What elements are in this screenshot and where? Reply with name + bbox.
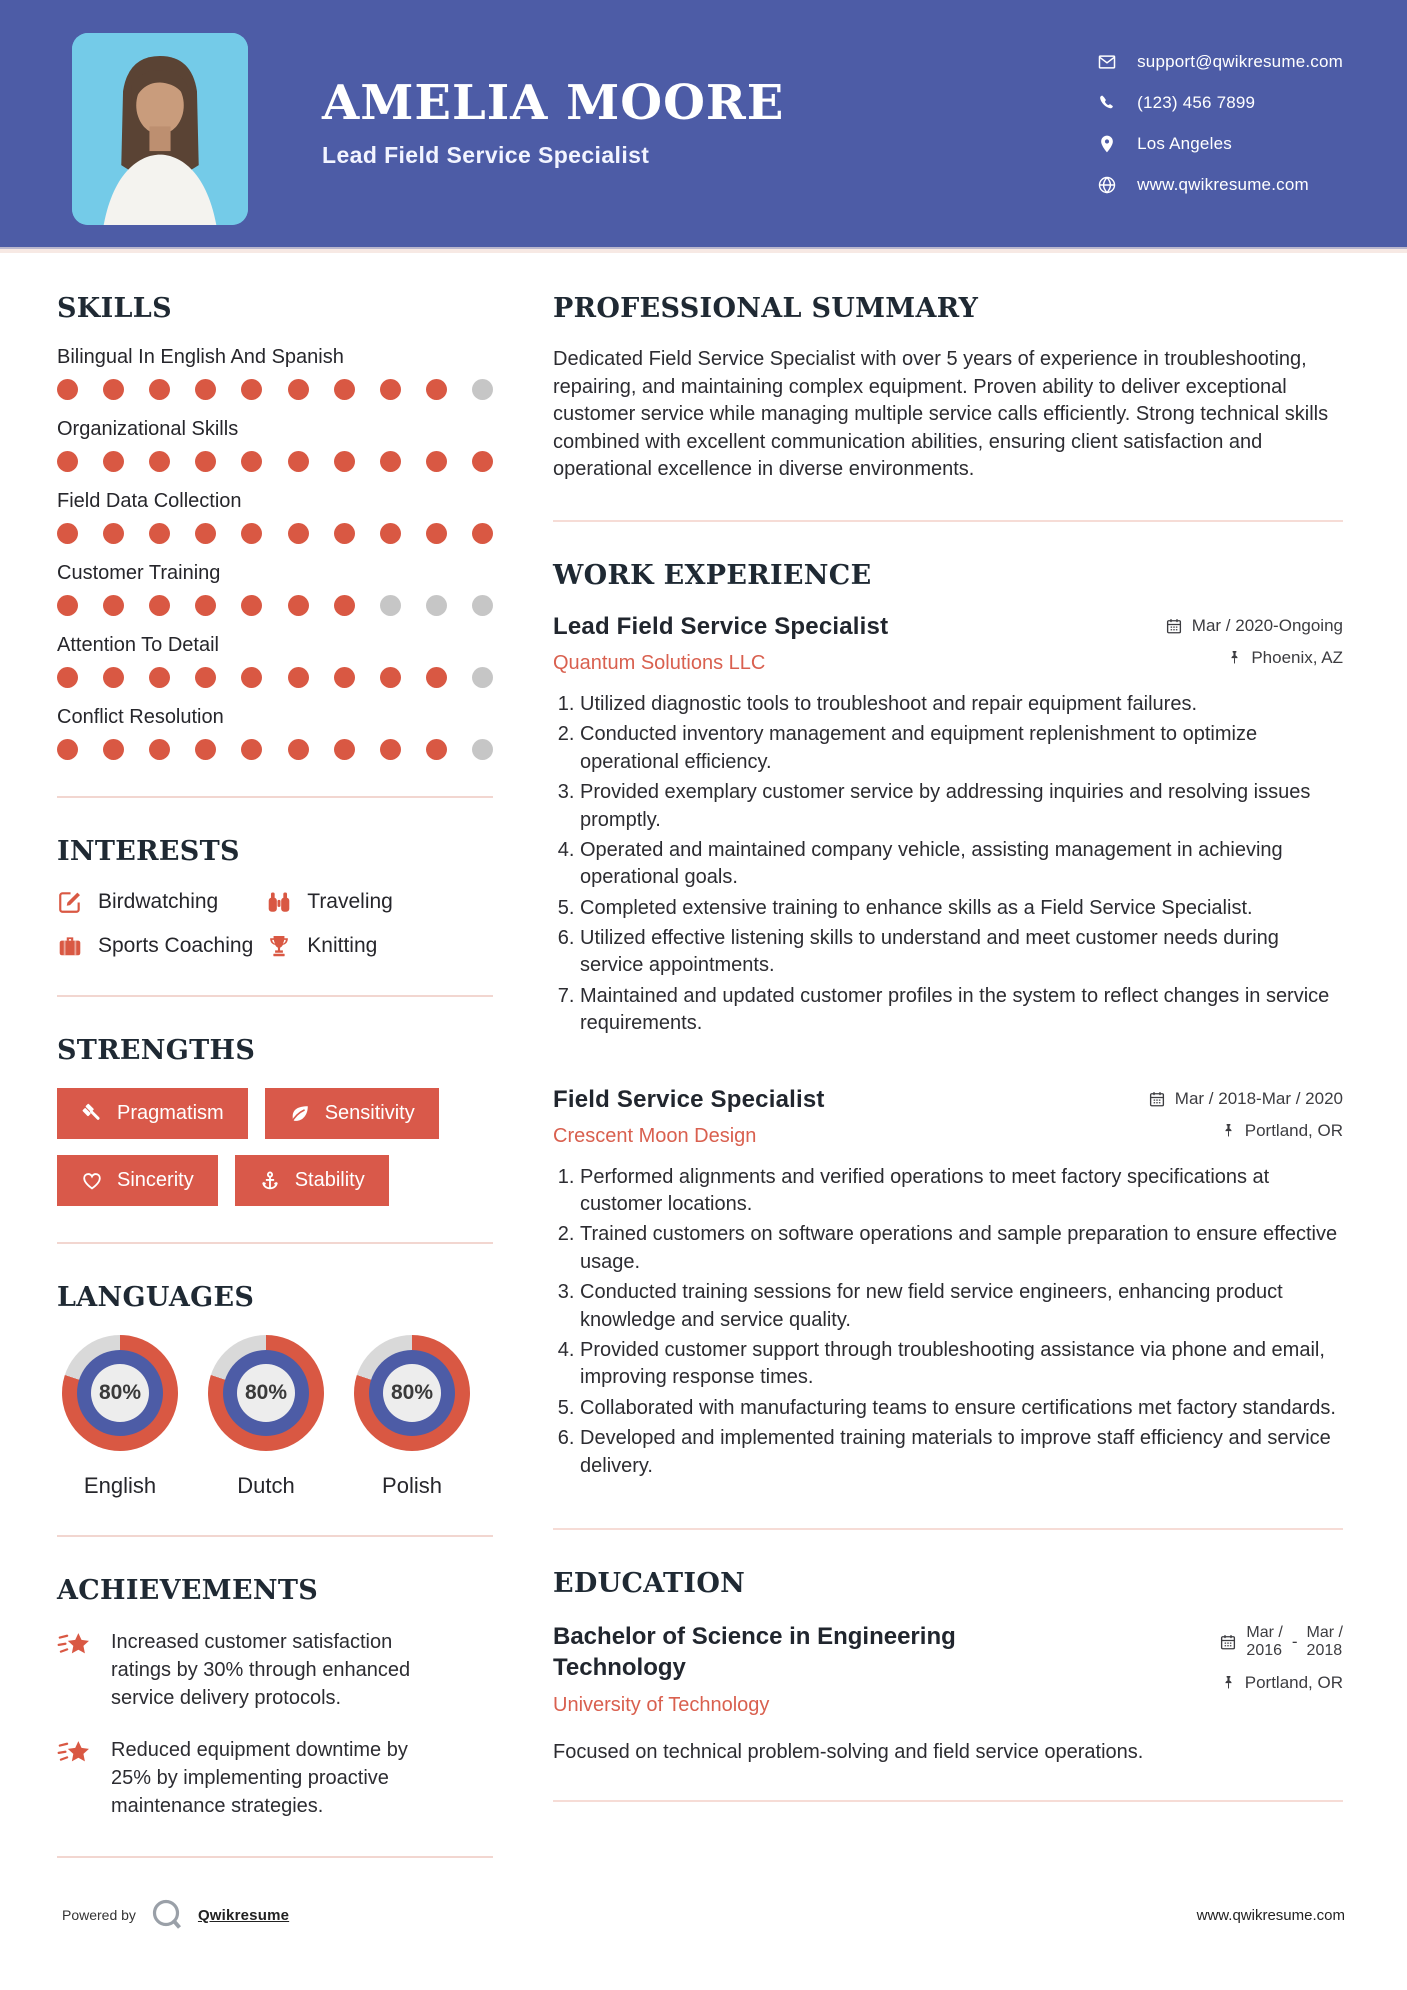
skills-list: [57, 346, 493, 760]
rating-dot-empty: [472, 739, 493, 760]
pushpin-icon: [1227, 650, 1242, 665]
footer: [0, 1896, 1407, 1990]
rating-dot-filled: [380, 739, 401, 760]
rating-dot-filled: [288, 739, 309, 760]
skill-label: Customer Training: [57, 562, 221, 584]
right-column: [553, 293, 1343, 1896]
strength-chip: [57, 1155, 218, 1206]
job-company: Quantum Solutions LLC: [553, 651, 766, 674]
rating-dot-filled: [288, 523, 309, 544]
skill-rating-dots: [57, 379, 493, 400]
job-title: Field Service Specialist: [553, 1085, 825, 1113]
language-percent: 80%: [390, 1381, 434, 1404]
date-separator: -: [1291, 1632, 1298, 1652]
skill-label: Conflict Resolution: [57, 706, 224, 728]
skill-item: [57, 706, 493, 760]
rating-dot-filled: [57, 451, 78, 472]
language-donut-chart: [354, 1335, 470, 1451]
skill-rating-dots: [57, 739, 493, 760]
rating-dot-filled: [426, 379, 447, 400]
profile-photo-illustration: [72, 33, 248, 225]
skill-rating-dots: [57, 595, 493, 616]
languages-list: [57, 1335, 493, 1499]
rating-dot-filled: [103, 595, 124, 616]
language-label: Dutch: [237, 1473, 295, 1498]
job-location: [1227, 648, 1343, 668]
pushpin-icon: [1221, 1123, 1236, 1138]
languages-section: [57, 1282, 493, 1499]
rating-dot-filled: [472, 451, 493, 472]
rating-dot-filled: [195, 595, 216, 616]
rating-dot-filled: [241, 739, 262, 760]
contact-item[interactable]: [1097, 52, 1343, 72]
language-item: [354, 1335, 470, 1499]
rating-dot-filled: [149, 595, 170, 616]
skills-section: [57, 293, 493, 760]
language-percent: 80%: [98, 1381, 142, 1404]
donut-center: [383, 1364, 441, 1422]
anchor-icon: [259, 1170, 281, 1192]
rating-dot-filled: [334, 523, 355, 544]
languages-heading: LANGUAGES: [57, 1282, 255, 1313]
strength-label: Sincerity: [117, 1169, 194, 1191]
left-column: [57, 293, 493, 1896]
language-item: [62, 1335, 178, 1499]
shooting-star-icon: [57, 1738, 93, 1770]
edit-note-icon: [57, 889, 83, 915]
job-bullet: 1. Utilized diagnostic tools to troubleshoot and repair equipment failures.: [580, 691, 1343, 718]
skill-item: [57, 562, 493, 616]
skill-item: [57, 346, 493, 400]
education-end-date: Mar / 2018: [1306, 1623, 1343, 1660]
rating-dot-filled: [57, 379, 78, 400]
rating-dot-filled: [57, 739, 78, 760]
shooting-star-icon: [57, 1630, 93, 1662]
rating-dot-filled: [57, 523, 78, 544]
skill-item: [57, 634, 493, 688]
contact-text: Los Angeles: [1137, 133, 1232, 153]
rating-dot-empty: [472, 595, 493, 616]
interest-item: [57, 889, 266, 915]
rating-dot-filled: [288, 451, 309, 472]
job-bullet: 5. Completed extensive training to enhance skills as a Field Service Specialist.: [580, 895, 1343, 922]
education-degree: Bachelor of Science in Engineering Technology: [553, 1622, 956, 1682]
summary-heading: PROFESSIONAL SUMMARY: [553, 293, 979, 324]
interest-label: Birdwatching: [98, 890, 219, 913]
rating-dot-empty: [472, 667, 493, 688]
rating-dot-filled: [57, 667, 78, 688]
interest-label: Sports Coaching: [98, 934, 254, 957]
section-divider: [57, 1856, 493, 1858]
header-divider-shadow: [0, 247, 1407, 250]
skill-rating-dots: [57, 451, 493, 472]
contact-text: (123) 456 7899: [1137, 92, 1256, 112]
rating-dot-filled: [334, 595, 355, 616]
candidate-name: AMELIA MOORE: [322, 75, 785, 132]
strength-chip: [57, 1088, 248, 1139]
rating-dot-empty: [380, 595, 401, 616]
job-bullet: 1. Performed alignments and verified operations to meet factory specifications at customer locations.: [580, 1164, 1343, 1219]
rating-dot-filled: [426, 739, 447, 760]
summary-text: Dedicated Field Service Specialist with over 5 years of experience in troubleshooting, repairing, and maintaining complex equipment. Proven ability to deliver exceptional customer service while managing multiple service calls efficiently. Strong technical skills combined with excellent communication abilities, ensuring client satisfaction and operational excellence in diverse environments.: [553, 348, 1329, 481]
rating-dot-filled: [195, 379, 216, 400]
experience-section: [553, 560, 1343, 1480]
education-meta: [1219, 1621, 1343, 1693]
job-bullet: 4. Provided customer support through troubleshooting assistance via phone and email, improving response times.: [580, 1337, 1343, 1392]
job-dates: [1148, 1089, 1343, 1109]
interests-heading: INTERESTS: [57, 836, 240, 867]
powered-by-label: Powered by: [62, 1907, 136, 1923]
rating-dot-filled: [380, 451, 401, 472]
rating-dot-filled: [195, 739, 216, 760]
section-divider: [553, 1800, 1343, 1802]
rating-dot-filled: [380, 379, 401, 400]
calendar-icon: [1165, 617, 1183, 635]
rating-dot-filled: [149, 667, 170, 688]
rating-dot-filled: [288, 595, 309, 616]
language-percent: 80%: [244, 1381, 288, 1404]
job-bullet: 3. Provided exemplary customer service by addressing inquiries and resolving issues promptly.: [580, 779, 1343, 834]
job-header: [553, 613, 1343, 675]
interests-list: [57, 889, 493, 959]
rating-dot-filled: [426, 667, 447, 688]
candidate-job-title: Lead Field Service Specialist: [322, 142, 650, 169]
strength-label: Pragmatism: [117, 1102, 224, 1124]
language-donut-chart: [208, 1335, 324, 1451]
pushpin-icon: [1221, 1675, 1236, 1690]
profile-photo: [72, 33, 248, 225]
job-company: Crescent Moon Design: [553, 1124, 757, 1147]
skill-rating-dots: [57, 523, 493, 544]
contact-item: [1097, 93, 1343, 113]
section-divider: [57, 1242, 493, 1244]
job-entry: [553, 613, 1343, 1038]
job-bullet: 3. Conducted training sessions for new field service engineers, enhancing product knowledge and service quality.: [580, 1279, 1343, 1334]
rating-dot-filled: [241, 451, 262, 472]
rating-dot-filled: [334, 451, 355, 472]
strength-chip: [265, 1088, 439, 1139]
job-meta: [1148, 1086, 1343, 1141]
rating-dot-filled: [195, 667, 216, 688]
calendar-icon: [1219, 1633, 1237, 1651]
rating-dot-filled: [103, 667, 124, 688]
achievement-text: Increased customer satisfaction ratings by 30% through enhanced service delivery protocols.: [111, 1631, 411, 1709]
rating-dot-filled: [380, 667, 401, 688]
donut-center: [91, 1364, 149, 1422]
education-section: [553, 1568, 1343, 1764]
interest-label: Traveling: [307, 890, 393, 913]
job-meta: [1165, 613, 1343, 668]
briefcase-icon: [57, 933, 83, 959]
achievement-text: Reduced equipment downtime by 25% by implementing proactive maintenance strategies.: [111, 1739, 408, 1817]
rating-dot-filled: [241, 523, 262, 544]
section-divider: [553, 1528, 1343, 1530]
achievement-item: [57, 1628, 493, 1712]
interests-section: [57, 836, 493, 959]
header: [0, 0, 1407, 247]
skill-label: Field Data Collection: [57, 490, 242, 512]
jobs-list: [553, 613, 1343, 1480]
envelope-icon: [1097, 52, 1117, 72]
job-bullet: 6. Utilized effective listening skills to understand and meet customer needs during service appointments.: [580, 925, 1343, 980]
rating-dot-filled: [103, 451, 124, 472]
calendar-icon: [1148, 1090, 1166, 1108]
job-bullet: 4. Operated and maintained company vehicle, assisting management in achieving operational goals.: [580, 837, 1343, 892]
strength-label: Sensitivity: [324, 1102, 415, 1124]
achievements-heading: ACHIEVEMENTS: [57, 1575, 319, 1606]
section-divider: [553, 520, 1343, 522]
skill-label: Organizational Skills: [57, 418, 239, 440]
section-divider: [57, 796, 493, 798]
job-bullet-list: [553, 691, 1343, 1038]
gavel-icon: [81, 1103, 103, 1125]
language-label: Polish: [382, 1473, 442, 1498]
powered-by: [62, 1896, 289, 1934]
rating-dot-filled: [241, 379, 262, 400]
strength-label: Stability: [294, 1169, 365, 1191]
rating-dot-filled: [288, 379, 309, 400]
strengths-heading: STRENGTHS: [57, 1035, 256, 1066]
education-heading: EDUCATION: [553, 1567, 746, 1599]
job-location-text: Portland, OR: [1244, 1120, 1343, 1140]
job-bullet: 2. Conducted inventory management and equipment replenishment to optimize operational efficiency.: [580, 721, 1343, 776]
rating-dot-filled: [103, 523, 124, 544]
strengths-list: [57, 1088, 493, 1206]
section-divider: [57, 995, 493, 997]
education-location: Portland, OR: [1221, 1673, 1343, 1693]
contact-item: [1097, 134, 1343, 154]
interest-item: [266, 889, 493, 915]
rating-dot-empty: [472, 379, 493, 400]
binoculars-icon: [266, 889, 292, 915]
achievements-list: [57, 1628, 493, 1820]
job-title: Lead Field Service Specialist: [553, 612, 889, 640]
rating-dot-filled: [57, 595, 78, 616]
summary-section: [553, 293, 1343, 484]
qwikresume-brand-link[interactable]: Qwikresume: [197, 1906, 290, 1924]
experience-heading: WORK EXPERIENCE: [553, 559, 872, 591]
strength-chip: [235, 1155, 389, 1206]
leaf-icon: [289, 1103, 311, 1125]
job-bullet-list: [553, 1164, 1343, 1480]
language-donut-chart: [62, 1335, 178, 1451]
phone-icon: [1097, 93, 1117, 113]
interest-item: [266, 933, 493, 959]
qwikresume-logo-icon: [148, 1896, 186, 1934]
language-item: [208, 1335, 324, 1499]
rating-dot-filled: [426, 523, 447, 544]
job-location: [1221, 1121, 1343, 1141]
contact-text: www.qwikresume.com: [1137, 174, 1309, 194]
rating-dot-filled: [334, 379, 355, 400]
skill-item: [57, 418, 493, 472]
interest-label: Knitting: [307, 934, 378, 957]
rating-dot-filled: [149, 739, 170, 760]
rating-dot-filled: [149, 379, 170, 400]
rating-dot-filled: [241, 595, 262, 616]
rating-dot-filled: [241, 667, 262, 688]
job-date-text: Mar / 2020-Ongoing: [1191, 615, 1343, 635]
rating-dot-filled: [103, 379, 124, 400]
job-dates: [1165, 616, 1343, 636]
heart-icon: [81, 1170, 103, 1192]
skills-heading: SKILLS: [57, 293, 172, 324]
education-description: Focused on technical problem-solving and field service operations.: [553, 1741, 1144, 1764]
rating-dot-filled: [149, 523, 170, 544]
rating-dot-filled: [103, 739, 124, 760]
globe-icon: [1097, 175, 1117, 195]
job-location-text: Phoenix, AZ: [1251, 647, 1343, 667]
education-dates: [1219, 1624, 1343, 1661]
rating-dot-filled: [195, 451, 216, 472]
job-bullet: 7. Maintained and updated customer profiles in the system to reflect changes in service requirements.: [580, 983, 1343, 1038]
rating-dot-filled: [149, 451, 170, 472]
education-school: University of Technology: [553, 1694, 770, 1717]
rating-dot-filled: [195, 523, 216, 544]
job-bullet: 6. Developed and implemented training materials to improve staff efficiency and service delivery.: [580, 1425, 1343, 1480]
trophy-icon: [266, 933, 292, 959]
education-start-date: Mar / 2016: [1246, 1623, 1283, 1660]
rating-dot-filled: [334, 667, 355, 688]
rating-dot-filled: [472, 523, 493, 544]
achievements-section: [57, 1575, 493, 1820]
job-header-left: [553, 1086, 825, 1148]
rating-dot-filled: [380, 523, 401, 544]
skill-label: Attention To Detail: [57, 634, 219, 656]
skill-rating-dots: [57, 667, 493, 688]
content-columns: [0, 253, 1407, 1896]
job-header-left: [553, 613, 888, 675]
donut-center: [237, 1364, 295, 1422]
job-date-text: Mar / 2018-Mar / 2020: [1174, 1088, 1343, 1108]
section-divider: [57, 1535, 493, 1537]
language-label: English: [83, 1473, 157, 1498]
strengths-section: [57, 1035, 493, 1206]
contact-text: support@qwikresume.com: [1137, 51, 1343, 71]
job-bullet: 2. Trained customers on software operations and sample preparation to ensure effective usage.: [580, 1221, 1343, 1276]
job-header: [553, 1086, 1343, 1148]
job-entry: [553, 1086, 1343, 1480]
skill-item: [57, 490, 493, 544]
job-bullet: 5. Collaborated with manufacturing teams to ensure certifications met factory standards.: [580, 1395, 1343, 1422]
footer-website: www.qwikresume.com: [1196, 1906, 1345, 1924]
contact-item[interactable]: [1097, 175, 1343, 195]
skill-label: Bilingual In English And Spanish: [57, 346, 344, 368]
rating-dot-filled: [334, 739, 355, 760]
contact-list: [1097, 31, 1343, 216]
rating-dot-empty: [426, 595, 447, 616]
rating-dot-filled: [426, 451, 447, 472]
rating-dot-filled: [288, 667, 309, 688]
interest-item: [57, 933, 266, 959]
location-pin-icon: [1097, 134, 1117, 154]
achievement-item: [57, 1736, 493, 1820]
